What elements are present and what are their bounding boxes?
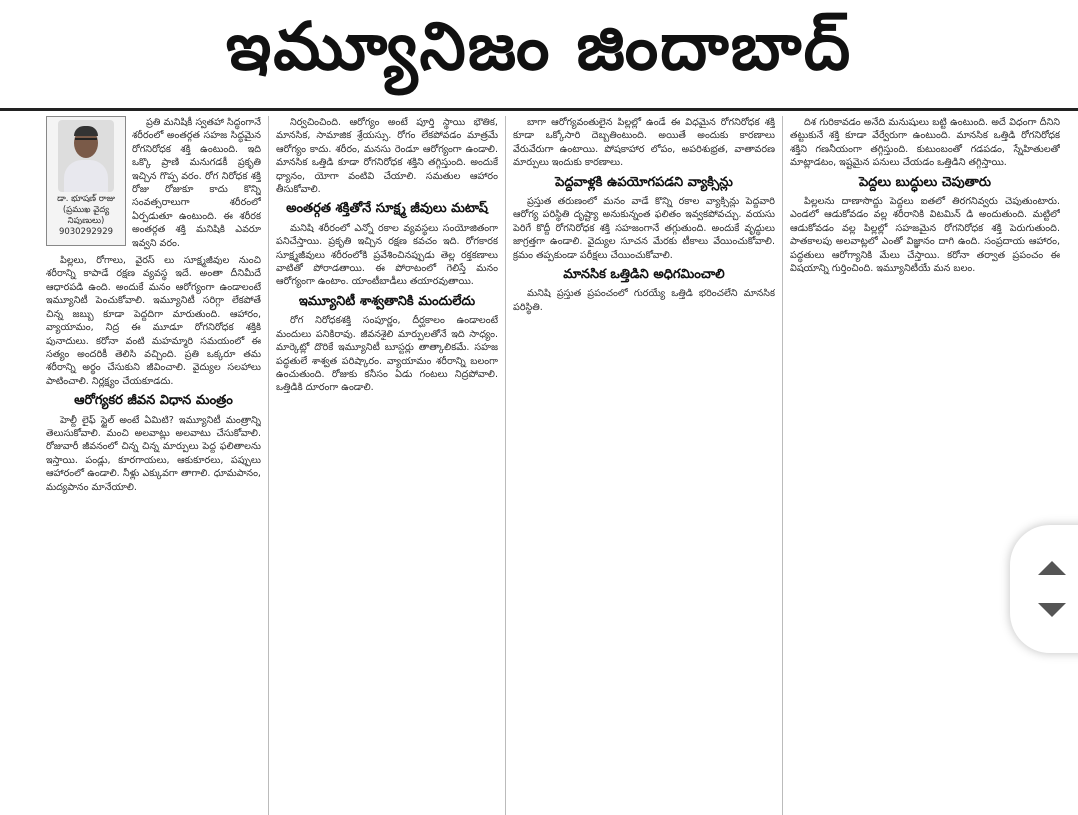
col3-para-1: బాగా ఆరోగ్యవంతులైన పిల్లల్లో ఉండే ఈ విధమైన రోగనిరోధక శక్తి కూడా ఒక్కోసారి దెబ్బతింటుంది. అయితే అందుకు కారణాలు వేరువేరుగా ఉంటాయి. పోషకాహార లోపం, అపరిశుభ్రత, వాతావరణ మార్పులు ఇందుకు కారణాలు.: [513, 117, 775, 169]
col4-heading-1: పెద్దలు బుద్ధులు చెపుతారు: [858, 174, 992, 190]
col4-para-1: దిశ గురికావడం అనేది మనుషులు బట్టి ఉంటుంది. అదే విధంగా దీనిని తట్టుకునే శక్తి కూడా వేర్వేరుగా ఉంటుంది. మానసిక ఒత్తిడి రోగనిరోధక శక్తిని గణనీయంగా తగ్గిస్తుంది. కుటుంబంతో గడపడం, స్నేహితులతో మాట్లాడటం, ఇష్టమైన పనులు చేయడం ఒత్తిడిని తగ్గిస్తాయి.: [790, 117, 1060, 169]
column-4: [790, 116, 1060, 815]
column-divider: [505, 116, 506, 815]
column-divider: [782, 116, 783, 815]
col1-para-3: హెల్దీ లైఫ్ స్టైల్ అంటే ఏమిటి? ఇమ్యూనిటీ మంత్రాన్ని తెలుసుకోవాలి. మంచి అలవాట్లు అలవాటు చేసుకోవాలి. రోజువారీ జీవనంలో చిన్న చిన్న మార్పులు పెద్ద ఫలితాలను ఇస్తాయి. పండ్లు, కూరగాయలు, ఆకుకూరలు, పప్పులు ఆహారంలో ఉండాలి. నీళ్లు ఎక్కువగా తాగాలి. ధూమపానం, మద్యపానం మానేయాలి.: [46, 414, 261, 493]
headline-rule: [0, 108, 1078, 111]
headline: ఇమ్యూనిజం జిందాబాద్: [225, 7, 853, 85]
column-3: [513, 116, 775, 815]
col1-para-2: పిల్లలు, రోగాలు, వైరస్ లు సూక్ష్మజీవుల నుంచి శరీరాన్ని కాపాడే రక్షణ వ్యవస్థ ఇదే. అంతా దీనిమీదే ఆధారపడి ఉంది. అందుకే మనం ఆరోగ్యంగా ఉండాలంటే ఇమ్యూనిటీ పెంచుకోవాలి. ఇమ్యూనిటీ సరిగ్గా లేకపోతే చిన్న జబ్బు కూడా పెద్దదిగా మారుతుంది. ఆహారం, వ్యాయామం, నిద్ర ఈ మూడూ రోగనిరోధక శక్తికి పునాదులు. కరోనా వంటి మహమ్మారి సమయంలో ఈ సత్యం అందరికీ తెలిసి వచ్చింది. ప్రతి ఒక్కరూ తమ శరీరాన్ని అర్థం చేసుకుని జీవించాలి. వైద్యుల సలహాలు పాటించాలి. నిర్లక్ష్యం చేయకూడదు.: [46, 255, 261, 387]
column-1: [46, 116, 261, 815]
col2-para-1: నిర్వచించింది. ఆరోగ్యం అంటే పూర్తి స్థాయి భౌతిక, మానసిక, సామాజిక శ్రేయస్సు. రోగం లేకపోవడం మాత్రమే ఆరోగ్యం కాదు. శరీరం, మనసు రెండూ ఆరోగ్యంగా ఉండాలి. మానసిక ఒత్తిడి కూడా రోగనిరోధక శక్తిని తగ్గిస్తుంది. అందుకే ధ్యానం, యోగా వంటివి చేయాలి. సమతుల ఆహారం తీసుకోవాలి.: [276, 117, 498, 196]
column-divider: [268, 116, 269, 815]
author-name: డా. భూషణ్ రాజు: [57, 194, 115, 204]
author-photo: [58, 120, 114, 192]
scroll-up-icon[interactable]: [1038, 561, 1066, 575]
scroll-down-icon[interactable]: [1038, 603, 1066, 617]
col3-heading-2: మానసిక ఒత్తిడిని అధిగమించాలి: [563, 267, 725, 283]
scroll-widget: [1010, 525, 1078, 653]
author-phone: 9030292929: [58, 227, 114, 237]
author-box: [46, 116, 126, 246]
col4-para-2: పిల్లలను దాణాసొద్దు పెద్దలు ఐతలో తిరగనివ్వరు చెపుతుంటారు. ఎండలో ఆడుకోవడం వల్ల శరీరానికి విటమిన్ డి అందుతుంది. మట్టిలో ఆడుకోవడం వల్ల పిల్లల్లో సహజమైన రోగనిరోధక శక్తి పెరుగుతుంది. పాతకాలపు అలవాట్లలో ఎంతో విజ్ఞానం దాగి ఉంది. సంప్రదాయ ఆహారం, పద్ధతులు ఆరోగ్యానికి మేలు చేస్తాయి. కరోనా తర్వాత ప్రపంచం ఈ విషయాన్ని గుర్తించింది. ఇమ్యూనిటీయే మన బలం.: [790, 196, 1060, 275]
col2-para-3: రోగ నిరోధకశక్తి సంపూర్ణం, దీర్ఘకాలం ఉండాలంటే మందులు పనికిరావు. జీవనశైలి మార్పులతోనే ఇది సాధ్యం. మార్కెట్లో దొరికే ఇమ్యూనిటీ బూస్టర్లు తాత్కాలికమే. సహజ పద్ధతులే శాశ్వత పరిష్కారం. వ్యాయామం శరీరాన్ని బలంగా ఉంచుతుంది. రోజుకు కనీసం ఏడు గంటలు నిద్రపోవాలి. ఒత్తిడికి దూరంగా ఉండాలి.: [276, 315, 498, 394]
col3-heading-1: పెద్దవాళ్లకి ఉపయోగపడని వ్యాక్సిన్లు: [555, 174, 733, 190]
col2-heading-1: అంతర్గత శక్తితోనే సూక్ష్మ జీవులు మటాష్: [286, 201, 488, 217]
column-2: [276, 116, 498, 815]
col1-para-1: ప్రతి మనిషికీ స్వతహా సిద్ధంగానే శరీరంలో అంతర్గత సహజ సిద్ధమైన రోగనిరోధక శక్తి ఉంటుంది. ఇది ఒక్కొ ప్రాణి మనుగడకీ ప్రకృతి ఇచ్చిన గొప్ప వరం. రోగ నిరోధక శక్తి రోజు రోజుకూ కాదు కొన్ని సంవత్సరాలుగా శరీరంలో ఏర్పడుతూ ఉంటుంది. ఈ శరీరక అంతర్గత శక్తి మనిషికి ఎవరూ ఇవ్వని వరం.: [132, 117, 261, 249]
col2-heading-2: ఇమ్యూనిటీ శాశ్వతానికి మందులేదు: [298, 293, 476, 309]
col3-para-3: మనిషి ప్రస్తుత ప్రపంచంలో గురయ్యే ఒత్తిడి భరించలేని మానసిక పరిస్థితి.: [513, 288, 775, 313]
col1-heading: ఆరోగ్యకర జీవన విధాన మంత్రం: [74, 393, 233, 409]
col2-para-2: మనిషి శరీరంలో ఎన్నో రకాల వ్యవస్థలు సంయోజితంగా పనిచేస్తాయి. ప్రకృతి ఇచ్చిన రక్షణ కవచం ఇది. రోగకారక సూక్ష్మజీవులు శరీరంలోకి ప్రవేశించినప్పుడు తెల్ల రక్తకణాలు వాటితో పోరాడతాయి. ఈ పోరాటంలో గెలిస్తే మనం ఆరోగ్యంగా ఉంటాం. యాంటీబాడీలు తయారవుతాయి.: [276, 222, 498, 288]
col3-para-2: ప్రస్తుత తరుణంలో మనం వాడే కొన్ని రకాల వ్యాక్సిన్లు పెద్దవారి ఆరోగ్య పరిస్థితి దృష్ట్యా అనుకున్నంత ఫలితం ఇవ్వకపోవచ్చు. వయసు పెరిగే కొద్దీ రోగనిరోధక శక్తి సహజంగానే తగ్గుతుంది. అందుకే వృద్ధులు జాగ్రత్తగా ఉండాలి. వైద్యుల సూచన మేరకు టీకాలు వేయించుకోవాలి. క్రమం తప్పకుండా పరీక్షలు చేయించుకోవాలి.: [513, 196, 775, 261]
author-designation: (ప్రముఖ వైద్య నిపుణులు): [62, 205, 110, 226]
